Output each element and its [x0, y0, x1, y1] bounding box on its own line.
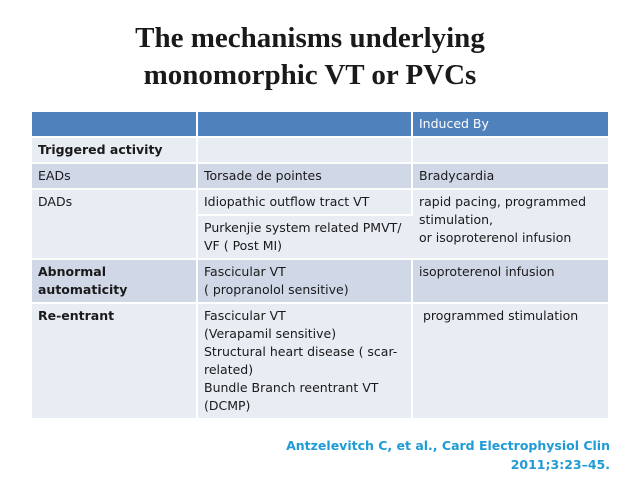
mechanism-cell: Triggered activity: [32, 138, 198, 164]
arrhythmia-cell: [198, 304, 413, 420]
induced-by-cell: programmed stimulation: [413, 304, 608, 420]
induced-by-cell: isoproterenol infusion: [413, 260, 608, 304]
mechanism-cell: [32, 260, 198, 304]
induced-by-cell: [413, 190, 608, 260]
arrhythmia-line: Fascicular VT: [204, 308, 286, 323]
mechanism-cell: DADs: [32, 190, 198, 260]
arrhythmia-line: (Verapamil sensitive): [204, 326, 337, 341]
induced-by-cell: Bradycardia: [413, 164, 608, 190]
induced-by-line: or isoproterenol infusion: [419, 230, 572, 245]
mechanism-cell: EADs: [32, 164, 198, 190]
arrhythmia-line: Bundle Branch reentrant VT (DCMP): [204, 380, 379, 413]
table-row-triggered-activity: [32, 138, 608, 164]
induced-by-line: rapid pacing, programmed stimulation,: [419, 194, 587, 227]
header-cell-induced-by: Induced By: [413, 112, 608, 138]
citation-line-2: 2011;3:23–45.: [510, 457, 610, 472]
citation: [286, 436, 610, 474]
mechanisms-table: [32, 112, 608, 420]
table-row-re-entrant: [32, 304, 608, 420]
arrhythmia-cell: Idiopathic outflow tract VT: [198, 190, 413, 216]
arrhythmia-cell: Purkenjie system related PMVT/ VF ( Post MI): [198, 216, 413, 260]
slide-title-line-2: monomorphic VT or PVCs: [143, 59, 477, 91]
arrhythmia-cell: Torsade de pointes: [198, 164, 413, 190]
table-row-eads: [32, 164, 608, 190]
table-header-row: [32, 112, 608, 138]
arrhythmia-line: ( propranolol sensitive): [204, 282, 349, 297]
mechanism-cell: Re-entrant: [32, 304, 198, 420]
arrhythmia-cell: [198, 138, 413, 164]
citation-line-1: Antzelevitch C, et al., Card Electrophysiol Clin: [286, 438, 610, 453]
induced-by-cell: [413, 138, 608, 164]
table-row-abnormal-automaticity: [32, 260, 608, 304]
table-row-dads: [32, 190, 608, 216]
mechanism-line: automaticity: [38, 282, 128, 297]
header-cell-mechanism: [32, 112, 198, 138]
slide-title-line-1: The mechanisms underlying: [135, 22, 485, 54]
header-cell-arrhythmia: [198, 112, 413, 138]
arrhythmia-line: Structural heart disease ( scar-related): [204, 344, 398, 377]
mechanism-line: Abnormal: [38, 264, 107, 279]
slide-title: [60, 20, 560, 94]
arrhythmia-cell: [198, 260, 413, 304]
arrhythmia-line: Fascicular VT: [204, 264, 286, 279]
